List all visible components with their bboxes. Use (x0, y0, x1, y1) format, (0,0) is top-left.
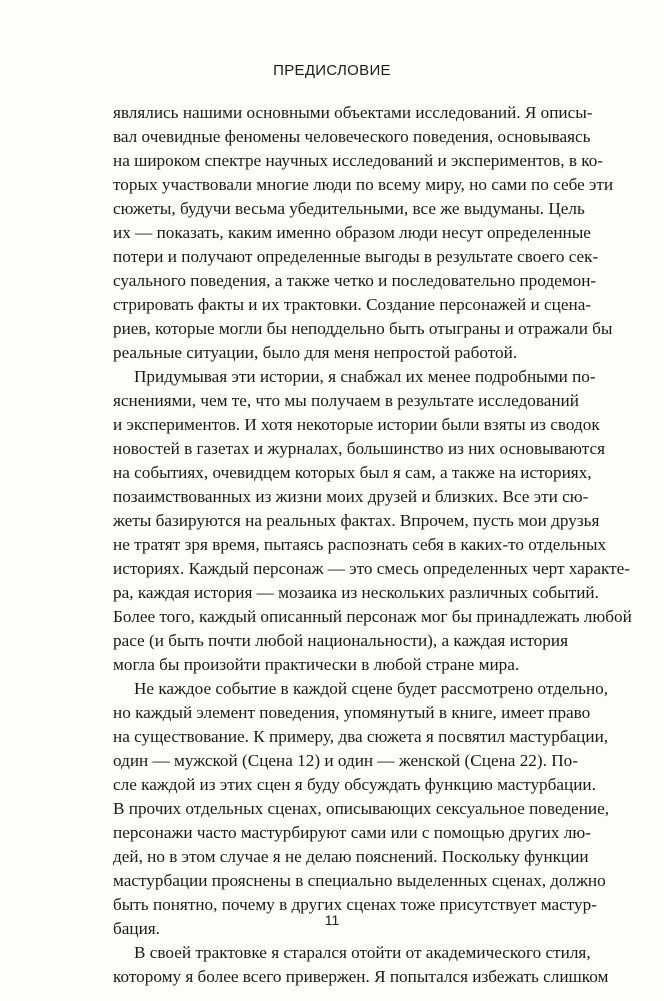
page-number: 11 (324, 912, 340, 928)
text-line: которому я более всего привержен. Я попытался избежать слишком (113, 967, 609, 986)
text-line: Придумывая эти истории, я снабжал их менее подробными по- (134, 367, 596, 386)
paragraph (113, 941, 609, 989)
text-line: и экспериментов. И хотя некоторые истории были взяты из сводок (113, 415, 600, 434)
text-line: но каждый элемент поведения, упомянутый в книге, имеет право (113, 703, 591, 722)
paragraph (113, 677, 610, 941)
paragraph (113, 101, 614, 365)
text-line: сле каждой из этих сцен я буду обсуждать функцию мастурбации. (113, 775, 596, 794)
text-line: их — показать, каким именно образом люди несут определенные (113, 223, 591, 242)
text-line: Не каждое событие в каждой сцене будет рассмотрено отдельно, (134, 679, 609, 698)
running-head: ПРЕДИСЛОВИЕ (273, 62, 391, 79)
text-line: новостей в газетах и журналах, большинство из них основываются (113, 439, 606, 458)
text-line: являлись нашими основными объектами исследований. Я описы- (113, 103, 593, 122)
text-line: В своей трактовке я старался отойти от академического стиля, (134, 943, 591, 962)
text-line: расе (и быть почти любой национальности), а каждая история (113, 631, 568, 650)
text-line: сюжеты, будучи весьма убедительными, все же выдуманы. Цель (113, 199, 585, 218)
paragraph (113, 365, 632, 677)
text-line: яснениями, чем те, что мы получаем в результате исследований (113, 391, 579, 410)
text-line: Более того, каждый описанный персонаж мог бы принадлежать любой (113, 607, 632, 626)
text-line: быть понятно, почему в других сценах тоже присутствует мастур- (113, 895, 597, 914)
text-line: на существование. К примеру, два сюжета я посвятил мастурбации, (113, 727, 609, 746)
text-line: жеты базируются на реальных фактах. Впрочем, пусть мои друзья (113, 511, 600, 530)
text-line: потери и получают определенные выгоды в результате своего сек- (113, 247, 599, 266)
text-line: не тратят зря время, пытаясь распознать себя в каких-то отдельных (113, 535, 607, 554)
text-line: один — мужской (Сцена 12) и один — женской (Сцена 22). По- (113, 751, 578, 770)
text-line: суального поведения, а также четко и последовательно продемон- (113, 271, 597, 290)
text-line: В прочих отдельных сценах, описывающих сексуальное поведение, (113, 799, 610, 818)
text-line: бация. (113, 919, 160, 938)
text-line: на широком спектре научных исследований и экспериментов, в ко- (113, 151, 604, 170)
text-line: могла бы произойти практически в любой стране мира. (113, 655, 520, 674)
text-line: на событиях, очевидцем которых был я сам, а также на историях, (113, 463, 592, 482)
text-line: историях. Каждый персонаж — это смесь определенных черт характе- (113, 559, 630, 578)
text-line: дей, но в этом случае я не делаю пояснений. Поскольку функции (113, 847, 589, 866)
text-line: стрировать факты и их трактовки. Создание персонажей и сцена- (113, 295, 592, 314)
text-line: мастурбации прояснены в специально выделенных сценах, должно (113, 871, 606, 890)
text-line: персонажи часто мастурбируют сами или с помощью других лю- (113, 823, 591, 842)
text-line: ра, каждая история — мозаика из нескольких различных событий. (113, 583, 599, 602)
text-line: реальные ситуации, было для меня непростой работой. (113, 343, 518, 362)
text-line: риев, которые могли бы неподдельно быть отыграны и отражали бы (113, 319, 613, 338)
text-line: вал очевидные феномены человеческого поведения, основываясь (113, 127, 591, 146)
body-text (113, 101, 632, 989)
text-line: позаимствованных из жизни моих друзей и близких. Все эти сю- (113, 487, 589, 506)
text-line: торых участвовали многие люди по всему миру, но сами по себе эти (113, 175, 614, 194)
